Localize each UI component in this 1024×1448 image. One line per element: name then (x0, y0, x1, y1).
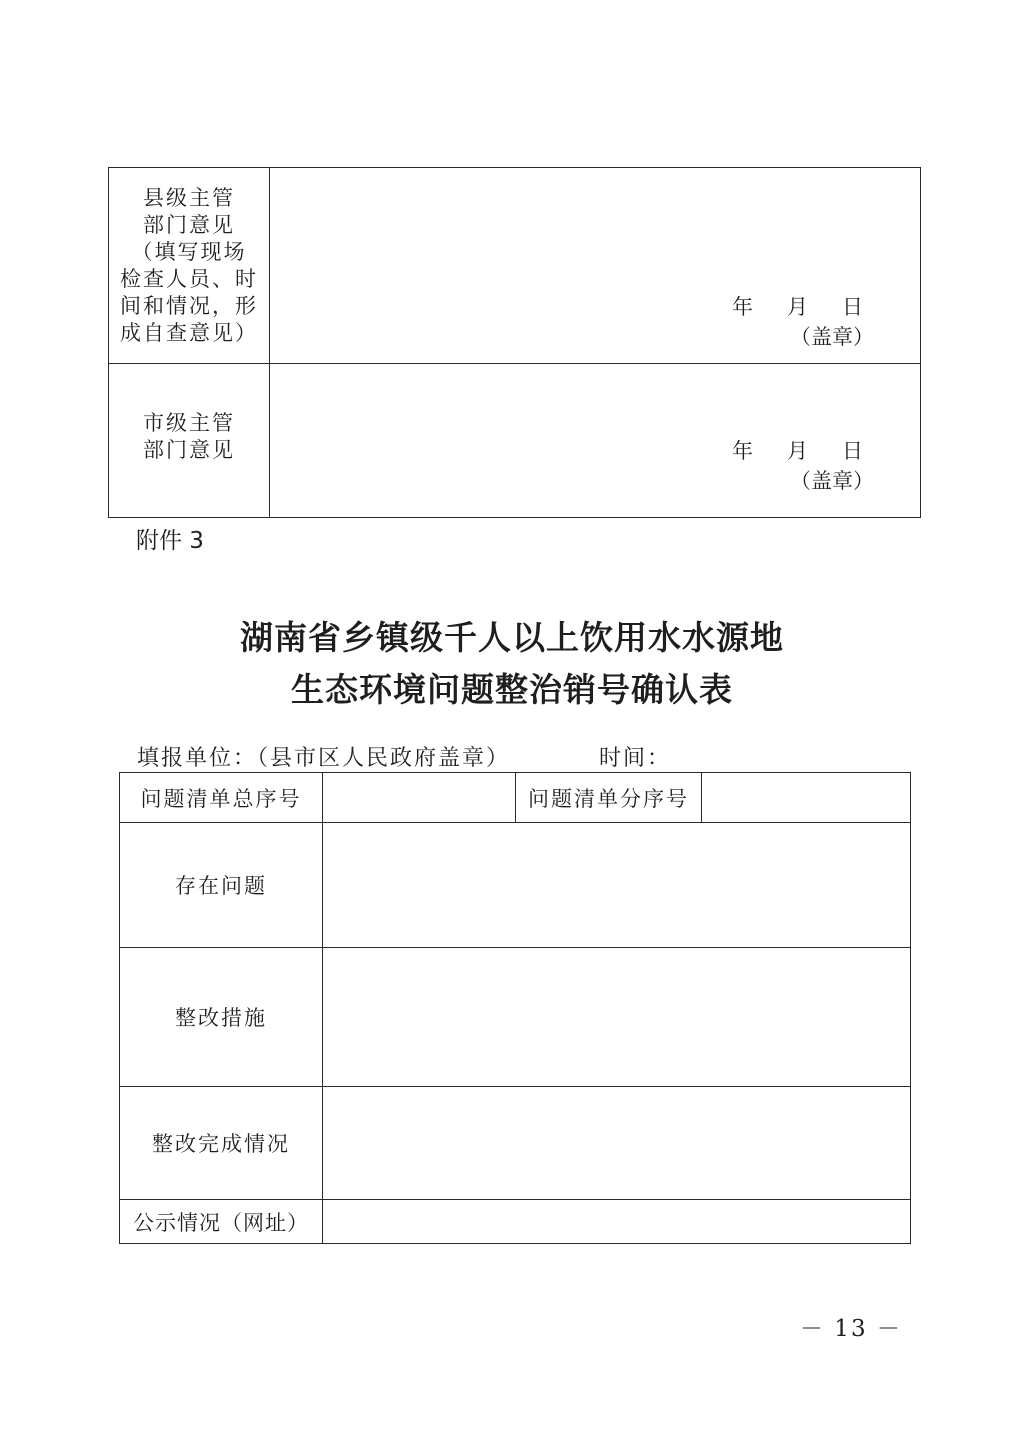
problem-label: 存在问题 (120, 823, 323, 948)
city-label-line: 市级主管 (143, 411, 235, 435)
rectification-confirm-table (119, 772, 911, 1244)
county-label-line: 部门意见 (143, 212, 235, 237)
county-label-line: 间和情况，形 (120, 293, 258, 318)
date-month: 月 (787, 439, 808, 463)
page-number: － 13 － (800, 1316, 902, 1342)
sub-seq-field[interactable] (702, 773, 911, 823)
county-label-line: 检查人员、时 (120, 266, 258, 291)
form-title-line2: 生态环境问题整治销号确认表 (291, 670, 733, 709)
county-city-opinion-table (108, 167, 921, 518)
county-label-line: 成自查意见） (120, 320, 258, 345)
city-label-line: 部门意见 (143, 438, 235, 462)
unit-label: 填报单位：（县市区人民政府盖章） (137, 746, 511, 771)
time-label: 时间： (599, 746, 672, 771)
publicity-field[interactable] (323, 1200, 911, 1244)
date-day: 日 (842, 439, 863, 463)
date-year: 年 (732, 295, 753, 319)
total-seq-label: 问题清单总序号 (120, 773, 323, 823)
date-year: 年 (732, 439, 753, 463)
county-opinion-field[interactable] (270, 168, 921, 364)
attachment-label: 附件 3 (136, 528, 204, 554)
completion-label: 整改完成情况 (120, 1087, 323, 1200)
date-day: 日 (842, 295, 863, 319)
city-opinion-field[interactable] (270, 364, 921, 518)
city-date-block (715, 436, 880, 496)
form-title-line1: 湖南省乡镇级千人以上饮用水水源地 (240, 618, 784, 657)
seal-note: （盖章） (790, 469, 874, 493)
seal-note: （盖章） (790, 325, 874, 349)
measures-field[interactable] (323, 948, 911, 1087)
problem-field[interactable] (323, 823, 911, 948)
completion-field[interactable] (323, 1087, 911, 1200)
measures-label: 整改措施 (120, 948, 323, 1087)
county-date-block (715, 292, 880, 352)
sub-seq-label: 问题清单分序号 (516, 773, 702, 823)
fill-info-row (137, 741, 672, 772)
total-seq-field[interactable] (323, 773, 516, 823)
date-month: 月 (787, 295, 808, 319)
county-label-line: （填写现场 (131, 239, 247, 264)
city-opinion-label-cell (109, 364, 270, 518)
publicity-label: 公示情况（网址） (120, 1200, 323, 1244)
county-opinion-label-cell (109, 168, 270, 364)
county-label-line: 县级主管 (143, 185, 235, 210)
